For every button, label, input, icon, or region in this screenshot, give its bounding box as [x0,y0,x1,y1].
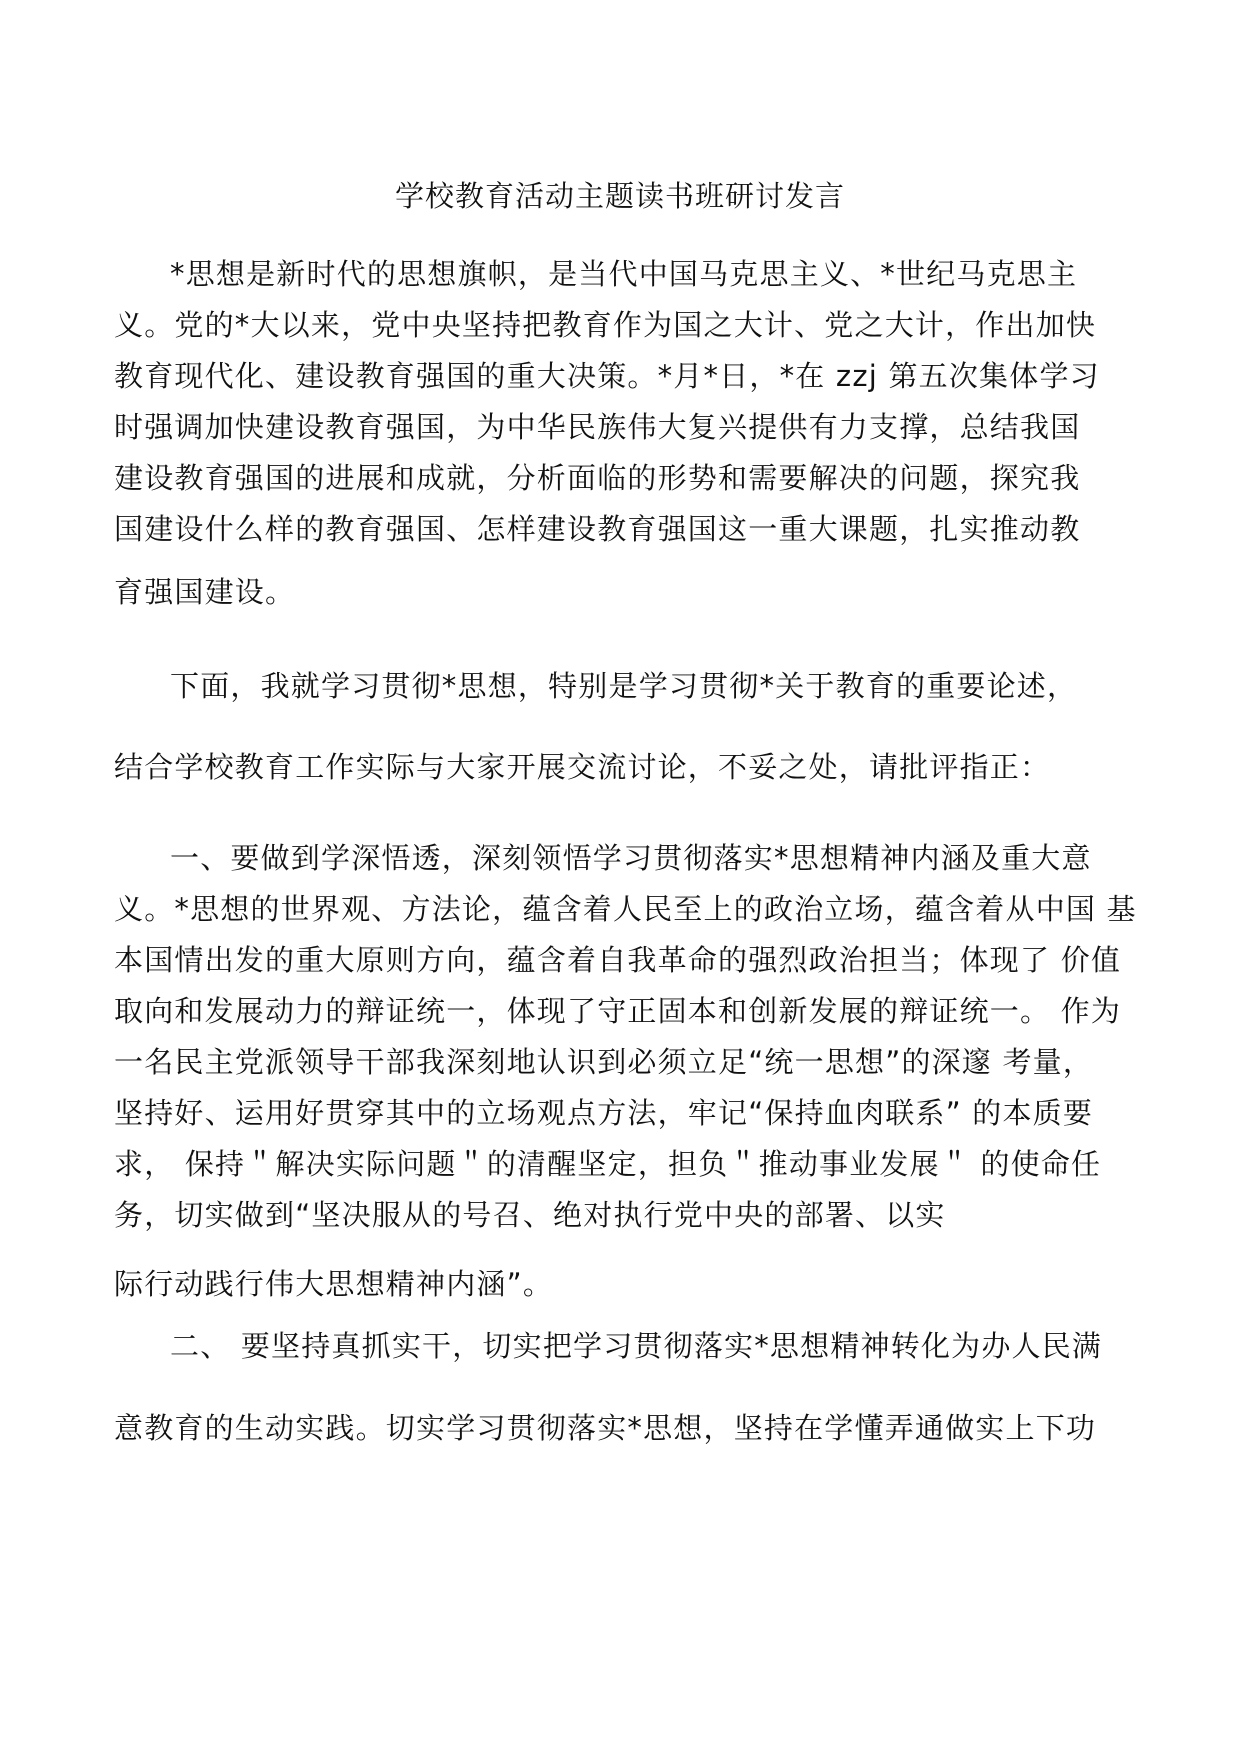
body-text-line: 求， 保持＂解决实际问题＂的清醒坚定，担负＂推动事业发展＂ 的使命任 [114,1147,1102,1181]
body-text-line: 取向和发展动力的辩证统一，体现了守正固本和创新发展的辩证统一。 作为 [114,994,1122,1028]
body-text-line: 结合学校教育工作实际与大家开展交流讨论，不妥之处，请批评指正： [114,750,1051,784]
body-text-line: 育强国建设。 [114,575,296,609]
body-text-line: 际行动践行伟大思想精神内涵”。 [114,1267,554,1301]
body-text-line: *思想是新时代的思想旗帜，是当代中国马克思主义、*世纪马克思主 [170,257,1078,291]
body-text-line: 一名民主党派领导干部我深刻地认识到必须立足“统一思想”的深邃 考量， [114,1045,1094,1079]
body-text-line: 下面，我就学习贯彻*思想，特别是学习贯彻*关于教育的重要论述， [170,669,1078,703]
body-text-line: 义。党的*大以来，党中央坚持把教育作为国之大计、党之大计，作出加快 [114,308,1097,342]
body-text-line: 义。*思想的世界观、方法论，蕴含着人民至上的政治立场，蕴含着从中国 基 [114,892,1137,926]
body-text-line: 务，切实做到“坚决服从的号召、绝对执行党中央的部署、以实 [114,1198,946,1232]
body-text-line: 本国情出发的重大原则方向，蕴含着自我革命的强烈政治担当；体现了 价值 [114,943,1122,977]
document-title: 学校教育活动主题读书班研讨发言 [394,179,845,213]
body-text-line: 坚持好、运用好贯穿其中的立场观点方法，牢记“保持血肉联系” 的本质要 [114,1096,1094,1130]
body-text-line: 国建设什么样的教育强国、怎样建设教育强国这一重大课题，扎实推动教 [114,512,1081,546]
body-text-line: 建设教育强国的进展和成就，分析面临的形势和需要解决的问题，探究我 [114,461,1081,495]
body-text-line: 意教育的生动实践。切实学习贯彻落实*思想，坚持在学懂弄通做实上下功 [114,1411,1097,1445]
body-text-line: 一、要做到学深悟透，深刻领悟学习贯彻落实*思想精神内涵及重大意 [170,841,1092,875]
body-text-line: 二、 要坚持真抓实干，切实把学习贯彻落实*思想精神转化为办人民满 [170,1329,1103,1363]
body-text-line: 教育现代化、建设教育强国的重大决策。*月*日，*在 zzj 第五次集体学习 [114,359,1100,393]
body-text-line: 时强调加快建设教育强国，为中华民族伟大复兴提供有力支撑，总结我国 [114,410,1081,444]
